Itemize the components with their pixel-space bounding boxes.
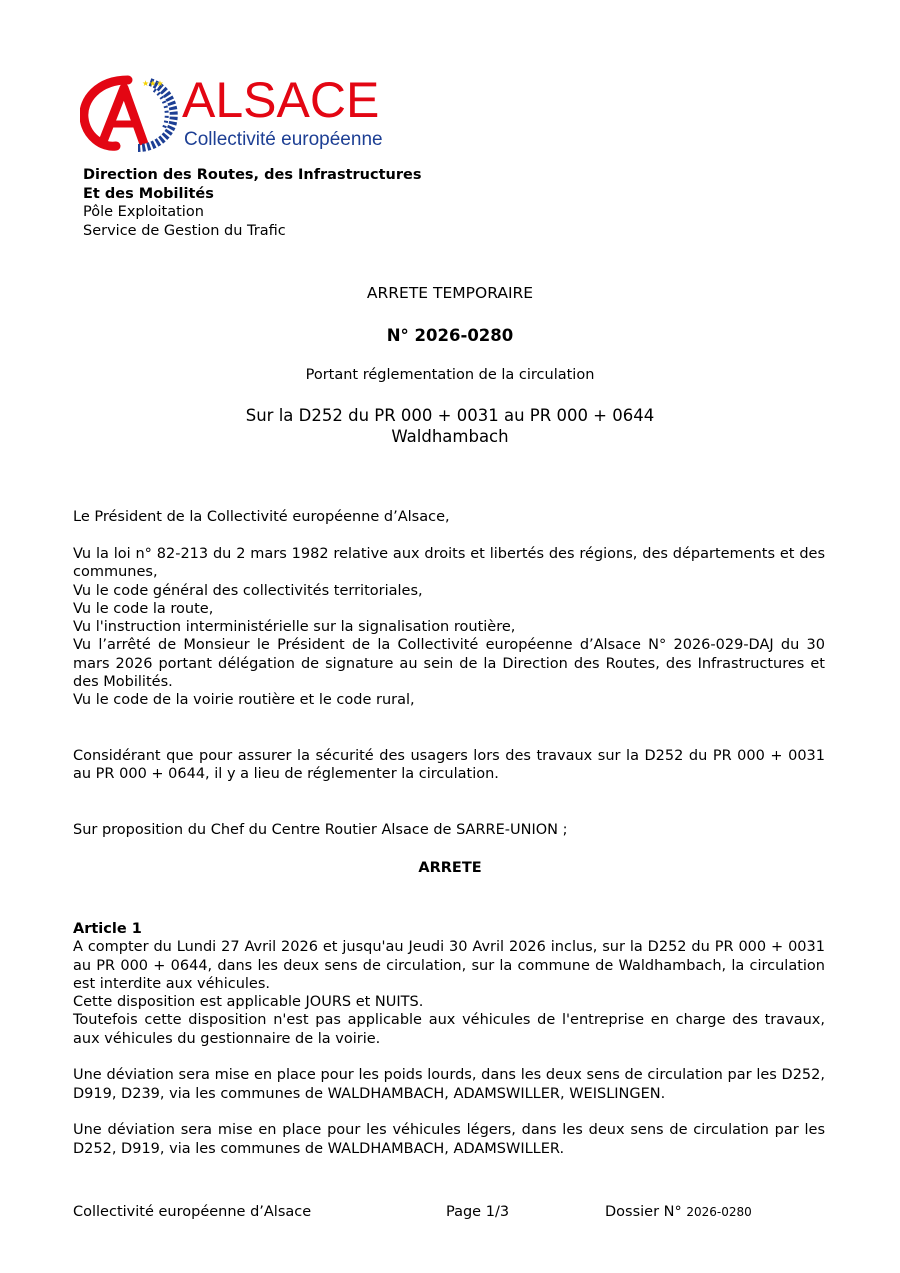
footer-page: Page 1/3 <box>446 1204 510 1220</box>
article-1-title: Article 1 <box>73 921 142 937</box>
footer-dossier-label: Dossier N° <box>605 1204 682 1220</box>
footer-org: Collectivité européenne d’Alsace <box>73 1204 312 1220</box>
article-1-paragraph: A compter du Lundi 27 Avril 2026 et jusqu'au Jeudi 30 Avril 2026 inclus, sur la D252 du PR 000 + 0031 au PR 000 + 0644, dans les deux sens de circulation, sur la commune de Waldhambach, la circulation est interdite aux véhicules. <box>73 939 825 992</box>
arrete-location <box>0 405 900 447</box>
article-1-paragraph: Une déviation sera mise en place pour les poids lourds, dans les deux sens de circulation par les D252, D919, D239, via les communes de WALDHAMBACH, ADAMSWILLER, WEISLINGEN. <box>73 1067 825 1102</box>
logo-subtitle: Collectivité européenne <box>184 129 383 150</box>
department-line-4: Service de Gestion du Trafic <box>83 222 286 239</box>
alsace-emblem-icon <box>80 74 180 154</box>
department-line-1: Direction des Routes, des Infrastructures <box>83 167 422 183</box>
arrete-kind: ARRETE TEMPORAIRE <box>366 284 534 302</box>
alsace-logo <box>80 72 383 154</box>
arrete-heading: ARRETE <box>418 860 482 876</box>
arrete-number: N° 2026-0280 <box>386 326 514 345</box>
footer-dossier <box>605 1202 752 1222</box>
article-1-paragraph: Une déviation sera mise en place pour les véhicules légers, dans les deux sens de circulation par les D252, D919, via les communes de WALDHAMBACH, ADAMSWILLER. <box>73 1122 825 1157</box>
vu-item: Vu le code général des collectivités territoriales, <box>73 582 423 599</box>
footer-dossier-number: 2026-0280 <box>686 1205 752 1219</box>
svg-text:★★★: ★★★ <box>142 79 164 88</box>
department-header <box>83 166 421 240</box>
arrete-route: Sur la D252 du PR 000 + 0031 au PR 000 + 0644 <box>245 406 655 425</box>
article-1 <box>73 920 825 1158</box>
department-line-3: Pôle Exploitation <box>83 204 204 220</box>
vu-list <box>73 545 825 710</box>
article-1-paragraph: Toutefois cette disposition n'est pas applicable aux véhicules de l'entreprise en charge des travaux, aux véhicules du gestionnaire de la voirie. <box>73 1012 825 1047</box>
president-line: Le Président de la Collectivité européenne d’Alsace, <box>73 509 450 525</box>
logo-word: ALSACE <box>182 72 380 128</box>
vu-item: Vu l’arrêté de Monsieur le Président de la Collectivité européenne d’Alsace N° 2026-029-DAJ du 30 mars 2026 portant délégation de signature au sein de la Direction des Routes, des Infrastructures et des Mobilités. <box>73 637 825 691</box>
considerant: Considérant que pour assurer la sécurité des usagers lors des travaux sur la D252 du PR 000 + 0031 au PR 000 + 0644, il y a lieu de réglementer la circulation. <box>73 748 825 783</box>
vu-item: Vu la loi n° 82-213 du 2 mars 1982 relative aux droits et libertés des régions, des départements et des communes, <box>73 546 825 581</box>
vu-item: Vu le code la route, <box>73 600 214 617</box>
arrete-subject: Portant réglementation de la circulation <box>305 367 595 383</box>
vu-item: Vu le code de la voirie routière et le code rural, <box>73 692 415 709</box>
proposition: Sur proposition du Chef du Centre Routier Alsace de SARRE-UNION ; <box>73 822 568 838</box>
department-line-2: Et des Mobilités <box>83 185 214 202</box>
vu-item: Vu l'instruction interministérielle sur la signalisation routière, <box>73 619 516 636</box>
article-1-paragraph: Cette disposition est applicable JOURS et NUITS. <box>73 994 424 1011</box>
arrete-commune: Waldhambach <box>391 427 509 446</box>
